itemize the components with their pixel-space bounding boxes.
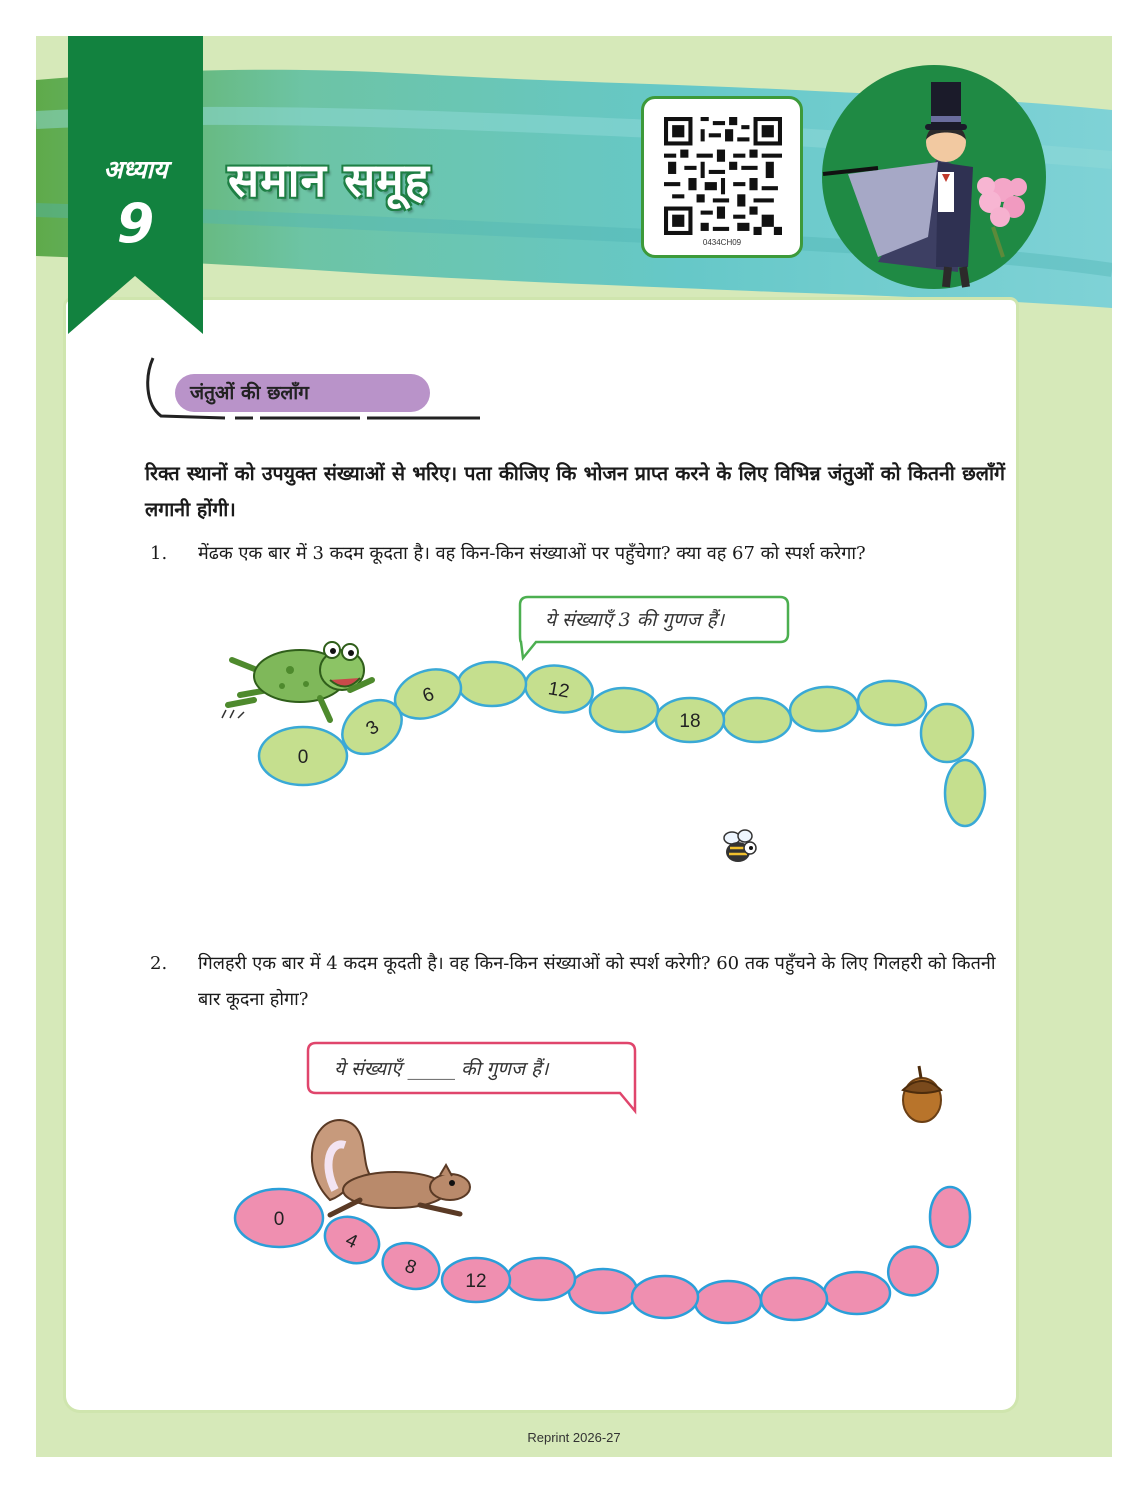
- squirrel-path-bead[interactable]: [930, 1187, 970, 1247]
- frog-path-bead[interactable]: [856, 678, 928, 728]
- squirrel-path-bead-label: 8: [401, 1255, 420, 1280]
- frog-path-bead-shape[interactable]: [458, 662, 526, 706]
- question-1-text: मेंढक एक बार में 3 कदम कूदता है। वह किन-किन संख्याओं पर पहुँचेगा? क्या वह 67 को स्पर्श करेगा?: [198, 543, 866, 564]
- squirrel-path-bead-shape[interactable]: [695, 1281, 761, 1323]
- frog-path-bead[interactable]: [590, 688, 658, 732]
- squirrel-path-bead[interactable]: [235, 1189, 323, 1247]
- chapter-label: अध्याय: [103, 155, 168, 184]
- bee-icon: [724, 830, 756, 862]
- reprint-footer: Reprint 2026-27: [527, 1430, 621, 1445]
- frog-path-bead[interactable]: [723, 698, 791, 742]
- chapter-number: 9: [116, 192, 155, 255]
- squirrel-illustration: [312, 1120, 470, 1215]
- frog-path-bead-shape[interactable]: [856, 678, 928, 728]
- squirrel-path-bead[interactable]: [761, 1278, 827, 1320]
- squirrel-path-bead[interactable]: [695, 1281, 761, 1323]
- frog-bubble-text: ये संख्याएँ 3 की गुणज हैं।: [545, 609, 725, 631]
- frog-illustration: [222, 642, 372, 720]
- qr-code-id: 0434CH09: [702, 238, 742, 247]
- frog-path-bead-label: 18: [679, 711, 701, 732]
- frog-path-bead-label: 6: [419, 683, 438, 708]
- squirrel-bubble-text: ये संख्याएँ _____ की गुणज हैं।: [334, 1058, 549, 1080]
- frog-path-bead[interactable]: [522, 660, 597, 717]
- squirrel-path-bead[interactable]: [507, 1258, 575, 1300]
- question-2-text: गिलहरी एक बार में 4 कदम कूदती है। वह किन-किन संख्याओं को स्पर्श करेगी? 60 तक पहुँचने के लिए गिलहरी को कितनी बार कूदना होगा?: [198, 953, 996, 1010]
- frog-path-bead[interactable]: [921, 704, 973, 762]
- frog-path-bead[interactable]: [458, 662, 526, 706]
- squirrel-path-bead-label: 0: [273, 1209, 285, 1230]
- frog-path-bead[interactable]: [259, 727, 347, 785]
- frog-path-bead[interactable]: [656, 698, 724, 742]
- squirrel-path-bead-shape[interactable]: [930, 1187, 970, 1247]
- frog-path-bead-label: 0: [297, 747, 309, 768]
- squirrel-path-bead[interactable]: [569, 1269, 637, 1313]
- squirrel-path-bead[interactable]: [376, 1235, 446, 1296]
- squirrel-path-bead-shape[interactable]: [632, 1276, 698, 1318]
- section-title: जंतुओं की छलाँग: [190, 382, 309, 404]
- squirrel-path-bead-label: 4: [342, 1229, 361, 1254]
- question-1-number: 1.: [150, 543, 168, 564]
- question-2-number: 2.: [150, 953, 168, 974]
- acorn-icon: [903, 1066, 941, 1122]
- frog-path-bead-label: 3: [362, 716, 384, 740]
- squirrel-path-bead-shape[interactable]: [507, 1258, 575, 1300]
- frog-path-bead-label: 12: [546, 678, 571, 703]
- frog-path-bead-shape[interactable]: [590, 688, 658, 732]
- frog-path-bead-shape[interactable]: [723, 698, 791, 742]
- squirrel-path-bead[interactable]: [442, 1258, 510, 1302]
- instructions-text: रिक्त स्थानों को उपयुक्त संख्याओं से भरिए। पता कीजिए कि भोजन प्राप्त करने के लिए विभिन्न जंतुओं को कितनी छलाँगें लगानी होंगी।: [145, 462, 1005, 521]
- squirrel-path-bead-shape[interactable]: [824, 1272, 890, 1314]
- squirrel-path-bead-shape[interactable]: [761, 1278, 827, 1320]
- frog-path-bead[interactable]: [945, 760, 985, 826]
- frog-path-bead-shape[interactable]: [921, 704, 973, 762]
- frog-path-bead-shape[interactable]: [945, 760, 985, 826]
- squirrel-path-bead[interactable]: [317, 1208, 386, 1272]
- squirrel-path-bead-label: 12: [465, 1271, 487, 1292]
- chapter-title: समान समूह: [228, 153, 431, 207]
- squirrel-path-bead[interactable]: [824, 1272, 890, 1314]
- frog-path-bead-shape[interactable]: [788, 684, 860, 734]
- squirrel-path-bead-shape[interactable]: [569, 1269, 637, 1313]
- frog-path-bead[interactable]: [788, 684, 860, 734]
- squirrel-path-bead[interactable]: [632, 1276, 698, 1318]
